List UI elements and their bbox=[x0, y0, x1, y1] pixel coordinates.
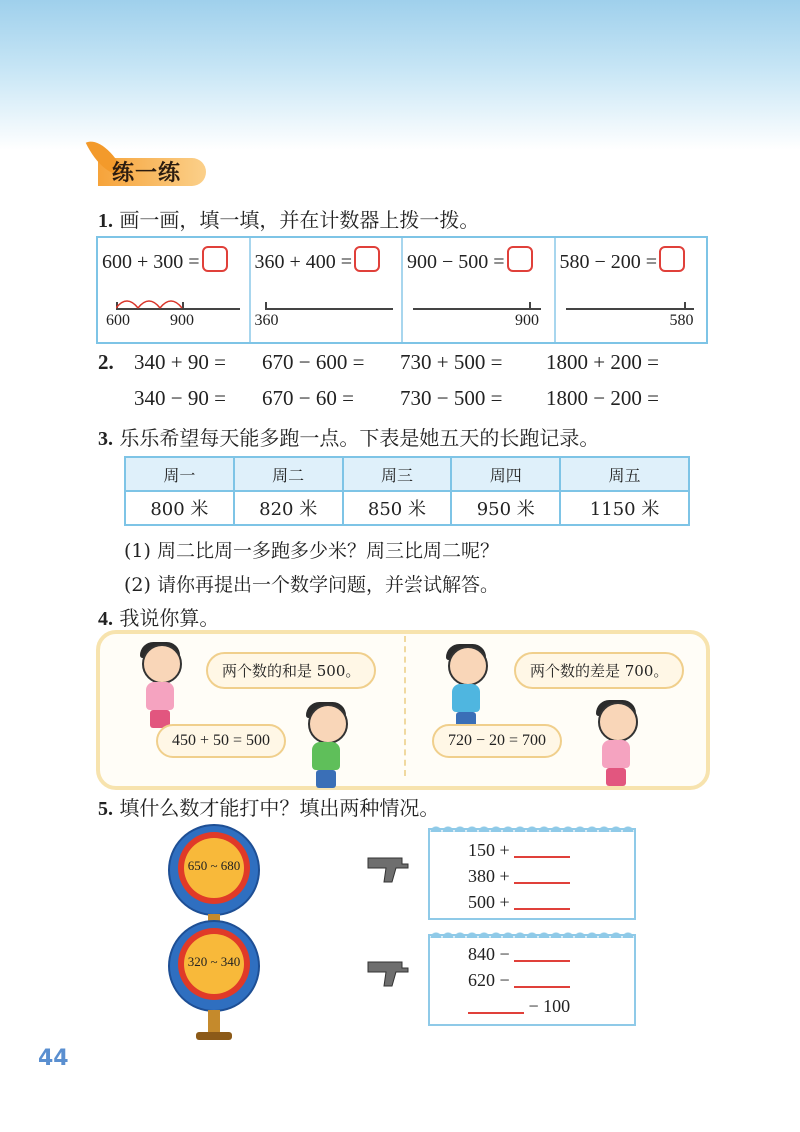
number-line bbox=[413, 308, 541, 310]
table-header-row bbox=[125, 457, 689, 491]
q1-cell-2 bbox=[251, 238, 404, 342]
q2-row-1 bbox=[98, 350, 114, 375]
jump-arcs-icon bbox=[116, 294, 186, 310]
number-line bbox=[265, 308, 393, 310]
card-expr: 150 + bbox=[468, 840, 510, 860]
q2-item: 1800 − 200 = bbox=[546, 386, 659, 410]
card-expr: − 100 bbox=[528, 996, 571, 1016]
q2-item: 730 + 500 = bbox=[400, 350, 503, 374]
q2-item: 670 − 60 = bbox=[262, 386, 354, 410]
girl-icon bbox=[592, 702, 640, 786]
toy-gun-icon bbox=[366, 956, 410, 988]
table-cell: 820 米 bbox=[234, 491, 343, 525]
q4-prompt: 我说你算。 bbox=[119, 606, 220, 630]
target-board-1 bbox=[168, 824, 260, 916]
page-header-band bbox=[0, 0, 800, 150]
section-title: 练一练 bbox=[112, 161, 182, 186]
q2-item: 1800 + 200 = bbox=[546, 350, 659, 374]
table-cell: 950 米 bbox=[451, 491, 560, 525]
q1-expr-1: 600 + 300 = bbox=[102, 251, 200, 273]
q1-prompt: 画一画，填一填，并在计数器上拨一拨。 bbox=[119, 208, 480, 232]
blank-input[interactable] bbox=[514, 894, 570, 910]
q2-item: 340 − 90 = bbox=[134, 386, 226, 410]
blank-input[interactable] bbox=[514, 868, 570, 884]
number-line bbox=[566, 308, 694, 310]
tick bbox=[529, 302, 531, 310]
q2-item: 670 − 600 = bbox=[262, 350, 365, 374]
card-expr: 380 + bbox=[468, 866, 510, 886]
blank-input[interactable] bbox=[514, 842, 570, 858]
q1-cell-1 bbox=[98, 238, 251, 342]
answer-box[interactable] bbox=[659, 246, 685, 272]
running-record-table bbox=[124, 456, 690, 526]
target-range-2: 320 ~ 340 bbox=[187, 954, 241, 969]
q1-expr-3: 900 − 500 = bbox=[407, 251, 505, 273]
number-line-label: 580 bbox=[669, 312, 694, 329]
answer-box[interactable] bbox=[354, 246, 380, 272]
boy-icon bbox=[442, 646, 490, 730]
q5-title bbox=[98, 792, 439, 821]
speech-bubble: 两个数的差是 700。 bbox=[514, 652, 684, 689]
q1-number: 1. bbox=[98, 210, 113, 232]
q3-title bbox=[98, 422, 599, 451]
target-range-1: 650 ~ 680 bbox=[187, 858, 241, 873]
q1-cell-3 bbox=[403, 238, 556, 342]
panel-divider bbox=[404, 636, 406, 776]
blank-input[interactable] bbox=[514, 946, 570, 962]
answer-card-1 bbox=[428, 828, 636, 920]
tick bbox=[684, 302, 686, 310]
q2-item: 340 + 90 = bbox=[134, 350, 226, 374]
q3-number: 3. bbox=[98, 428, 113, 450]
answer-bubble: 450 + 50 = 500 bbox=[156, 724, 286, 758]
table-header: 周五 bbox=[560, 457, 689, 491]
table-cell: 800 米 bbox=[125, 491, 234, 525]
tick bbox=[265, 302, 267, 310]
q5-prompt: 填什么数才能打中？填出两种情况。 bbox=[119, 796, 440, 820]
table-row bbox=[125, 491, 689, 525]
q1-cell-4 bbox=[556, 238, 707, 342]
toy-gun-icon bbox=[366, 852, 410, 884]
section-badge bbox=[98, 150, 208, 190]
q4-number: 4. bbox=[98, 608, 113, 630]
boy-icon bbox=[302, 704, 350, 788]
q5-number: 5. bbox=[98, 798, 113, 820]
target-board-2 bbox=[168, 920, 260, 1012]
table-header: 周四 bbox=[451, 457, 560, 491]
q2-item: 730 − 500 = bbox=[400, 386, 503, 410]
table-header: 周一 bbox=[125, 457, 234, 491]
page-number: 44 bbox=[38, 1046, 69, 1071]
answer-card-2 bbox=[428, 934, 636, 1026]
number-line-label: 900 bbox=[170, 312, 194, 329]
q1-expr-2: 360 + 400 = bbox=[254, 251, 353, 273]
table-header: 周三 bbox=[343, 457, 452, 491]
card-expr: 840 − bbox=[468, 944, 510, 964]
table-header: 周二 bbox=[234, 457, 343, 491]
blank-input[interactable] bbox=[514, 972, 570, 988]
number-line-label: 600 bbox=[106, 312, 130, 329]
speech-bubble: 两个数的和是 500。 bbox=[206, 652, 376, 689]
number-line-label: 360 bbox=[254, 312, 279, 329]
q3-prompt: 乐乐希望每天能多跑一点。下表是她五天的长跑记录。 bbox=[119, 426, 600, 450]
q3-sub-question-1: (1) 周二比周一多跑多少米？周三比周二呢？ bbox=[124, 540, 499, 562]
card-expr: 620 − bbox=[468, 970, 510, 990]
q2-number: 2. bbox=[98, 350, 114, 374]
answer-bubble: 720 − 20 = 700 bbox=[432, 724, 562, 758]
q3-sub-question-2: (2) 请你再提出一个数学问题，并尝试解答。 bbox=[124, 574, 499, 596]
q1-expr-4: 580 − 200 = bbox=[559, 251, 658, 273]
girl-icon bbox=[136, 644, 184, 728]
q1-grid bbox=[96, 236, 708, 344]
blank-input[interactable] bbox=[468, 998, 524, 1014]
card-expr: 500 + bbox=[468, 892, 510, 912]
q4-title bbox=[98, 602, 219, 631]
number-line-label: 900 bbox=[515, 312, 539, 329]
answer-box[interactable] bbox=[507, 246, 533, 272]
table-cell: 850 米 bbox=[343, 491, 452, 525]
table-cell: 1150 米 bbox=[560, 491, 689, 525]
q1-title bbox=[98, 204, 479, 233]
answer-box[interactable] bbox=[202, 246, 228, 272]
